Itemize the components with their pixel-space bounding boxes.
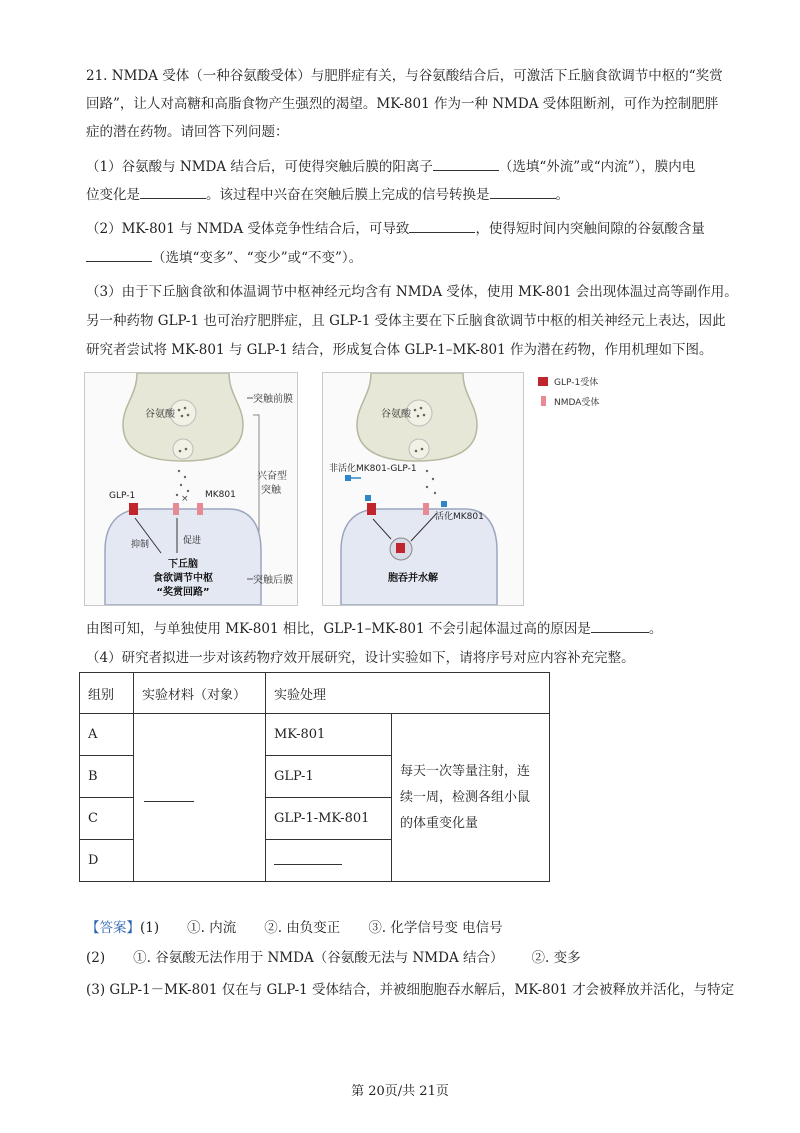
header-treatment: 实验处理 (266, 673, 550, 714)
procedure-note-line: 续一周，检测各组小鼠 (400, 789, 531, 805)
right-synapse-diagram (323, 373, 523, 605)
figure-legend (536, 374, 636, 410)
appetite-center-label: 食欲调节中枢 (153, 573, 213, 584)
subquestion-2-line1 (86, 220, 726, 237)
question-stem-line3: 症的潜在药物。请回答下列问题： (86, 124, 289, 140)
drug-molecule (365, 495, 371, 501)
glp1-receptor (129, 503, 138, 515)
treatment-cell: GLP-1 (266, 756, 392, 798)
group-cell: D (80, 840, 134, 882)
answer-blank (140, 186, 206, 199)
q1-text-a: （1）谷氨酸与 NMDA 结合后，可使得突触后膜的阳离子 (86, 159, 433, 175)
subquestion-3-line2: 另一种药物 GLP-1 也可治疗肥胖症，且 GLP-1 受体主要在下丘脑食欲调节中枢的相关神经元上表达，因此 (86, 313, 726, 329)
answer-part: ③. 化学信号变 电信号 (368, 920, 503, 936)
endocytosis-label: 胞吞并水解 (388, 573, 438, 584)
answer-part: (1) (140, 920, 160, 936)
group-cell: B (80, 756, 134, 798)
q1-text-b: （选填“外流”或“内流”），膜内电 (498, 159, 696, 175)
treatment-cell: MK-801 (266, 714, 392, 756)
procedure-note-cell (392, 714, 550, 882)
material-cell (134, 714, 266, 882)
page-number: 第 20页/共 21页 (351, 1084, 449, 1099)
header-material: 实验材料（对象） (134, 673, 266, 714)
glp1-receptor (367, 503, 376, 515)
procedure-note-line: 的体重变化量 (400, 815, 479, 831)
question-stem-line1: 21. NMDA 受体（一种谷氨酸受体）与肥胖症有关，与谷氨酸结合后，可激活下丘脑食欲调节中枢的“奖赏 (86, 68, 723, 84)
subquestion-3-line1: （3）由于下丘脑食欲和体温调节中枢神经元均含有 NMDA 受体，使用 MK-801 会出现体温过高等副作用。 (86, 284, 738, 300)
q2-text-b: ，使得短时间内突触间隙的谷氨酸含量 (475, 221, 705, 237)
subquestion-4-intro: （4）研究者拟进一步对该药物疗效开展研究，设计实验如下，请将序号对应内容补充完整。 (86, 650, 635, 666)
subquestion-3-line3: 研究者尝试将 MK-801 与 GLP-1 结合，形成复合体 GLP-1–MK-801 作为潜在药物，作用机理如下图。 (86, 342, 713, 358)
legend-graphic (536, 374, 636, 410)
q3-conclusion-end: 。 (648, 621, 663, 637)
glp1-label: GLP-1 (109, 491, 136, 501)
answer-part: ①. 谷氨酸无法作用于 NMDA（谷氨酸无法与 NMDA 结合） (133, 950, 504, 966)
nmda-receptor (173, 503, 179, 515)
answer-label: 【答案】 (86, 920, 140, 936)
answer-blank (433, 158, 499, 171)
answer-part: (2) (86, 950, 106, 966)
excitatory-label-1: 兴奋型 (257, 471, 287, 482)
hypothalamus-label: 下丘脑 (168, 559, 198, 570)
q1-text-c: 位变化是 (86, 187, 140, 203)
treatment-cell: GLP-1-MK-801 (266, 798, 392, 840)
header-group: 组别 (80, 673, 134, 714)
treatment-cell (266, 840, 392, 882)
question-stem-line2: 回路”，让人对高糖和高脂食物产生强烈的渴望。MK-801 作为一种 NMDA 受体阻断剂，可作为控制肥胖 (86, 96, 719, 112)
experiment-table (79, 672, 550, 882)
mechanism-figure-right (322, 372, 524, 606)
answer-line2 (86, 950, 726, 966)
q1-text-e: 。 (555, 187, 569, 203)
answer-blank (144, 789, 194, 802)
answer-line3: (3) GLP-1－MK-801 仅在与 GLP-1 受体结合，并被细胞胞吞水解后，MK-801 才会被释放并活化，与特定 (86, 982, 735, 998)
excitatory-label-2: 突触 (261, 485, 281, 496)
active-mk801-molecule (441, 501, 447, 507)
nmda-receptor-swatch (541, 396, 546, 406)
answer-part: ②. 变多 (531, 950, 581, 966)
inactive-complex-label: 非活化MK801-GLP-1 (329, 464, 417, 474)
answer-part: ②. 由负变正 (264, 920, 341, 936)
table-header-row (80, 673, 550, 714)
nmda-receptor (423, 503, 429, 515)
q1-text-d: 。该过程中兴奋在突触后膜上完成的信号转换是 (206, 187, 490, 203)
answer-blank (591, 620, 649, 633)
nmda-receptor (197, 503, 203, 515)
q3-conclusion-text: 由图可知，与单独使用 MK-801 相比，GLP-1–MK-801 不会引起体温过高的原因是 (86, 621, 591, 637)
answer-blank (490, 186, 556, 199)
subquestion-2-line2 (86, 249, 726, 266)
promote-label: 促进 (183, 536, 202, 546)
glp1-receptor-legend: GLP-1受体 (554, 378, 599, 388)
group-cell: A (80, 714, 134, 756)
glp1-receptor-swatch (538, 377, 548, 386)
table-row (80, 714, 550, 756)
nmda-receptor-legend: NMDA受体 (554, 398, 600, 408)
answer-blank (274, 852, 342, 865)
reward-circuit-label: “奖赏回路” (156, 587, 210, 598)
mechanism-figure-left (84, 372, 298, 606)
postsynaptic-neuron (341, 509, 497, 605)
q2-text-c: （选填“变多”、“变少”或“不变”）。 (152, 250, 363, 266)
glutamate-label: 谷氨酸 (145, 409, 175, 420)
subquestion-1-line1 (86, 158, 726, 175)
answer-blank (86, 249, 152, 262)
block-mark: × (181, 494, 189, 504)
subquestion-3-conclusion (86, 620, 726, 637)
drug-molecule (345, 475, 351, 481)
mk801-label: MK801 (205, 490, 236, 500)
answer-part: ①. 内流 (187, 920, 237, 936)
q2-text-a: （2）MK-801 与 NMDA 受体竞争性结合后，可导致 (86, 221, 410, 237)
inhibit-label: 抑制 (131, 540, 150, 550)
vesicle (409, 439, 429, 459)
left-synapse-diagram (85, 373, 297, 605)
vesicle (173, 439, 193, 459)
internalized-receptor (396, 543, 405, 553)
presynaptic-label: 突触前膜 (253, 394, 293, 405)
postsynaptic-label: 突触后膜 (253, 575, 293, 586)
active-mk801-label: 活化MK801 (435, 512, 484, 522)
glutamate-label: 谷氨酸 (381, 409, 411, 420)
answer-blank (409, 220, 475, 233)
group-cell: C (80, 798, 134, 840)
answer-line1 (86, 920, 726, 936)
procedure-note-line: 每天一次等量注射，连 (400, 763, 531, 779)
subquestion-1-line2 (86, 186, 726, 203)
